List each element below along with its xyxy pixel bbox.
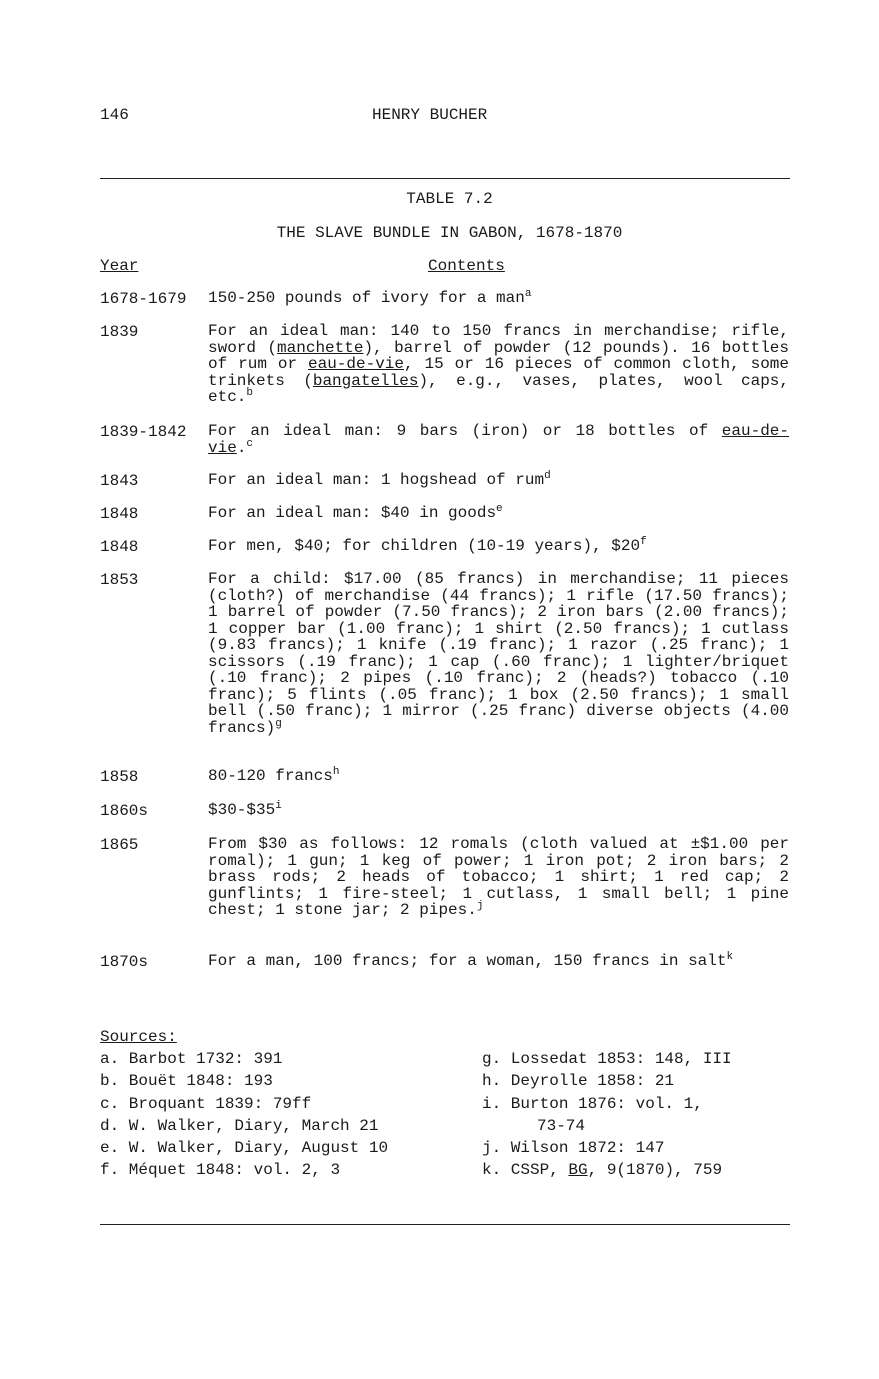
column-header-contents: Contents (428, 257, 505, 275)
page-number: 146 (100, 106, 129, 124)
column-header-year: Year (100, 257, 139, 275)
row-contents: 80-120 francs$^h$ (208, 766, 340, 785)
footnote-marker: e (496, 503, 503, 515)
source-entry: k. CSSP, BG, 9(1870), 759 (482, 1161, 723, 1179)
source-entry: j. Wilson 1872: 147 (482, 1139, 665, 1157)
row-contents: 150-250 pounds of ivory for a man$^a$ (208, 288, 532, 307)
row-year: 1853 (100, 571, 139, 589)
source-entry: a. Barbot 1732: 391 (100, 1050, 283, 1068)
bottom-rule (100, 1224, 790, 1225)
row-year: 1865 (100, 836, 139, 854)
footnote-marker: i (275, 800, 282, 812)
footnote-marker: j (476, 900, 484, 912)
source-entry: c. Broquant 1839: 79ff (100, 1095, 312, 1113)
row-contents: For an ideal man: 1 hogshead of rum$^d$ (208, 470, 551, 489)
row-year: 1678-1679 (100, 290, 187, 308)
source-entry: h. Deyrolle 1858: 21 (482, 1072, 675, 1090)
row-year: 1843 (100, 472, 139, 490)
row-year: 1839-1842 (100, 423, 187, 441)
footnote-marker: h (332, 766, 340, 778)
row-contents: From $30 as follows: 12 romals (cloth valued at ±$1.00 per romal); 1 gun; 1 keg of power; 1 iron pot; 2 iron bars; 2 brass rods; 2 heads of tobacco; 1 shirt; 1 red cap; 2 gunflints; 1 fire-steel; 1 cutlass, 1 small bell; 1 pine chest; 1 stone jar; 2 pipes.$^j$ (208, 835, 789, 919)
row-contents: For a child: $17.00 (85 francs) in merchandise; 11 pieces (cloth?) of merchandise (44 francs); 1 rifle (17.50 francs); 1 barrel of powder (7.50 francs); 2 iron bars (2.00 francs); 1 copper bar (1.00 franc); 1 shirt (2.50 francs); 1 cutlass (9.83 francs); 1 knife (.19 franc); 1 razor (.25 franc); 1 scissors (.19 franc); 1 cap (.60 franc); 1 lighter/briquet (.10 franc); 2 pipes (.10 franc); 2 (heads?) tobacco (.10 franc); 5 flints (.05 franc); 1 box (2.50 francs); 1 small bell (.50 franc); 1 mirror (.25 franc) diverse objects (4.00 francs)$^g$ (208, 570, 789, 737)
row-year: 1848 (100, 505, 139, 523)
running-head (100, 106, 789, 126)
table-title: THE SLAVE BUNDLE IN GABON, 1678-1870 (276, 224, 623, 242)
running-head-author: HENRY BUCHER (372, 106, 488, 124)
footnote-marker: f (640, 536, 647, 548)
table-number: TABLE 7.2 (406, 190, 493, 208)
footnote-marker: g (275, 717, 282, 730)
top-rule (100, 178, 790, 179)
footnote-marker: k (726, 951, 734, 963)
row-year: 1848 (100, 538, 139, 556)
row-contents: For men, $40; for children (10-19 years), $20$^f$ (208, 536, 647, 555)
row-year: 1839 (100, 323, 139, 341)
row-year: 1860s (100, 802, 149, 820)
row-year: 1870s (100, 953, 149, 971)
footnote-marker: a (524, 288, 532, 300)
row-contents: For a man, 100 francs; for a woman, 150 francs in salt$^k$ (208, 951, 734, 970)
row-year: 1858 (100, 768, 139, 786)
row-contents: For an ideal man: 9 bars (iron) or 18 bottles of eau-de-vie.$^c$ (208, 422, 789, 457)
source-entry: b. Bouët 1848: 193 (100, 1072, 273, 1090)
row-contents: For an ideal man: 140 to 150 francs in merchandise; rifle, sword (manchette), barrel of powder (12 pounds). 16 bottles of rum or eau-de-vie, 15 or 16 pieces of common cloth, some trinkets (bangatelles), e.g., vases, plates, wool caps, etc.$^b$ (208, 322, 790, 406)
footnote-marker: d (544, 470, 551, 482)
source-entry: i. Burton 1876: vol. 1, (482, 1095, 703, 1113)
source-entry-continuation: 73-74 (537, 1117, 586, 1135)
source-entry: e. W. Walker, Diary, August 10 (100, 1139, 389, 1157)
row-contents: For an ideal man: $40 in goods$^e$ (208, 503, 503, 522)
source-entry: d. W. Walker, Diary, March 21 (100, 1117, 379, 1135)
footnote-marker: b (246, 387, 254, 399)
sources-heading: Sources: (100, 1028, 177, 1046)
source-entry: g. Lossedat 1853: 148, III (482, 1050, 732, 1068)
source-entry: f. Méquet 1848: vol. 2, 3 (100, 1161, 341, 1179)
row-contents: $30-$35$^i$ (208, 800, 282, 819)
footnote-marker: c (246, 437, 254, 450)
